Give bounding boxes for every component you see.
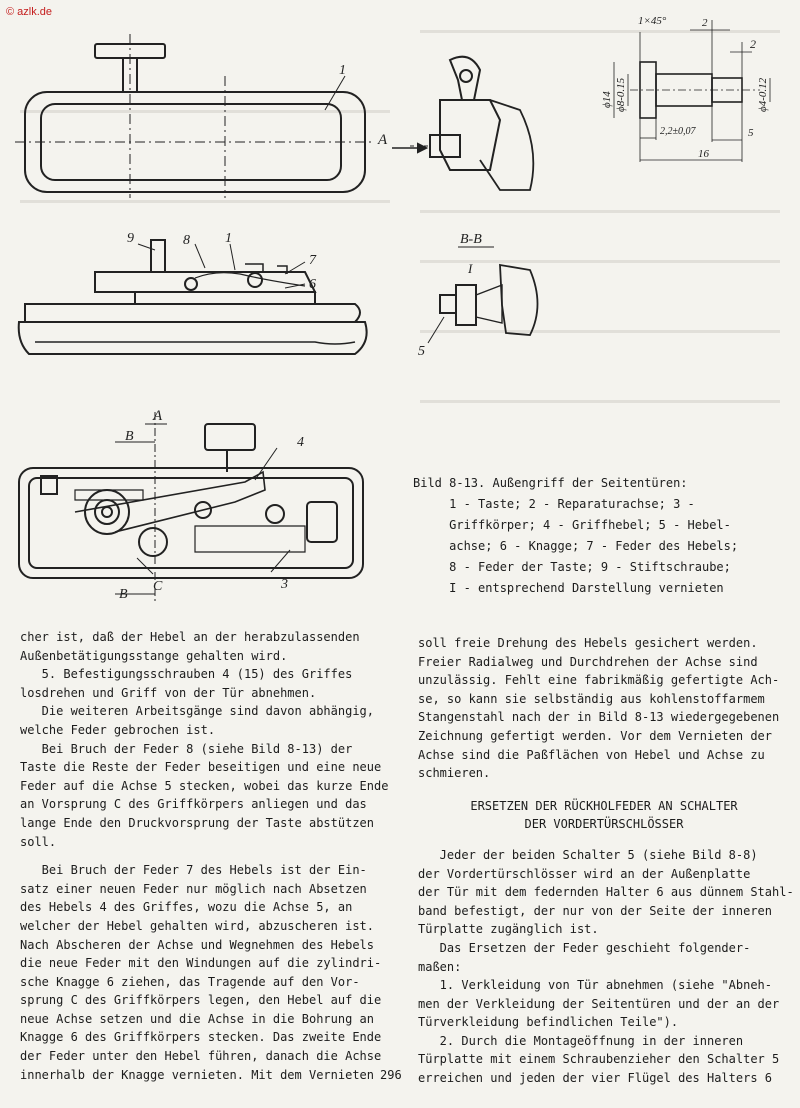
dim-16: 16 <box>698 148 709 160</box>
text-line: Knagge 6 des Griffkörpers stecken. Das zweite Ende <box>20 1030 382 1045</box>
dim-2-2: 2,2±0,07 <box>660 126 696 137</box>
text-line: 5. Befestigungsschrauben 4 (15) des Griffes <box>20 667 353 682</box>
label-b-top: B <box>125 429 134 444</box>
text-line: soll. <box>20 834 57 849</box>
figure-handle-top-view <box>15 30 395 200</box>
text-line: sche Knagge 6 ziehen, das Tragende auf den Vor- <box>20 974 360 989</box>
text-line: satz einer neuen Feder nur möglich nach Absetzen <box>20 881 367 896</box>
caption-line: I - entsprechend Darstellung vernieten <box>413 581 724 595</box>
text-line: Außenbetätigungsstange gehalten wird. <box>20 648 288 663</box>
text-line: Bei Bruch der Feder 8 (siehe Bild 8-13) der <box>20 741 353 756</box>
text-line: Freier Radialweg und Durchdrehen der Achse sind <box>418 654 758 669</box>
dim-d14: ϕ14 <box>601 91 613 108</box>
page-number: 296 <box>380 1068 402 1082</box>
section-heading: DER VORDERTÜRSCHLÖSSER <box>524 817 684 832</box>
text-line: Türplatte zugänglich ist. <box>418 922 599 937</box>
dim-2-top: 2 <box>702 17 708 29</box>
dim-chamfer: 1×45° <box>638 15 667 27</box>
text-line: band befestigt, der nur von der Seite der inneren <box>418 903 773 918</box>
label-4: 4 <box>297 435 304 450</box>
text-line: Nach Abscheren der Achse und Wegnehmen des Hebels <box>20 937 375 952</box>
label-3: 3 <box>281 577 288 592</box>
figure-detail-view-a <box>370 40 560 230</box>
label-i: I <box>468 261 473 276</box>
text-line: Feder auf die Achse 5 stecken, wobei das kurze Ende <box>20 778 389 793</box>
text-line: des Hebels 4 des Griffes, wozu die Achse 5, an <box>20 900 353 915</box>
text-line: welche Feder gebrochen ist. <box>20 722 216 737</box>
text-line: losdrehen und Griff von der Tür abnehmen. <box>20 685 317 700</box>
text-line: lange Ende den Druckvorsprung der Taste abstützen <box>20 815 375 830</box>
text-line: der Feder unter den Hebel führen, danach die Achse <box>20 1049 382 1064</box>
text-line: Bei Bruch der Feder 7 des Hebels ist der Ein- <box>20 863 367 878</box>
text-line: se, so kann sie selbständig aus kohlenstoffarmem <box>418 691 765 706</box>
text-line: Türplatte mit einem Schraubenzieher den Schalter 5 <box>418 1052 780 1067</box>
label-a: A <box>153 408 163 424</box>
figure-axle-dimensions <box>590 12 795 172</box>
text-line: schmieren. <box>418 766 491 781</box>
text-line: Achse sind die Paßflächen von Hebel und Achse zu <box>418 747 765 762</box>
label-8: 8 <box>183 233 190 248</box>
label-2: 2 <box>750 37 756 51</box>
dim-d4: ϕ4-0.12 <box>757 77 769 112</box>
label-b-b: B-B <box>460 232 482 247</box>
text-line: der Tür mit dem federnden Halter 6 aus dünnem Stahl- <box>418 885 794 900</box>
watermark: © azlk.de <box>6 6 53 18</box>
text-line: sprung C des Griffkörpers legen, den Hebel auf die <box>20 993 382 1008</box>
text-line: welcher der Hebel gehalten wird, abzuscheren ist. <box>20 918 375 933</box>
text-line: Türverkleidung befindlichen Teile"). <box>418 1015 679 1030</box>
left-column <box>20 628 398 1084</box>
text-line: innerhalb der Knagge vernieten. Mit dem Vernieten <box>20 1067 375 1082</box>
figure-handle-bottom-view <box>15 402 395 607</box>
text-line: maßen: <box>418 959 462 974</box>
text-line: Zeichnung gefertigt werden. Vor dem Vernieten der <box>418 728 773 743</box>
text-line: unzulässig. Fehlt eine fabrikmäßig gefertigte Ach- <box>418 673 780 688</box>
caption-line: achse; 6 - Knagge; 7 - Feder des Hebels; <box>413 539 739 553</box>
text-line: Jeder der beiden Schalter 5 (siehe Bild 8-8) <box>418 847 758 862</box>
caption-line: Griffkörper; 4 - Griffhebel; 5 - Hebel- <box>413 518 731 532</box>
bleed-through-line <box>420 400 780 403</box>
text-line: der Vordertürschlösser wird an der Außenplatte <box>418 866 751 881</box>
label-b-bottom: B <box>119 587 128 602</box>
text-line: Stangenstahl nach der in Bild 8-13 wiedergegebenen <box>418 710 780 725</box>
text-line: Taste die Reste der Feder beseitigen und eine neue <box>20 760 382 775</box>
label-7: 7 <box>309 253 316 268</box>
caption-line: 1 - Taste; 2 - Reparaturachse; 3 - <box>413 497 695 511</box>
text-line: men der Verkleidung der Seitentüren und der an der <box>418 996 780 1011</box>
dim-d8: ϕ8-0.15 <box>615 77 627 112</box>
text-line: die neue Feder mit den Windungen auf die zylindri- <box>20 956 382 971</box>
label-6: 6 <box>309 277 316 292</box>
text-line: neue Achse setzen und die Achse in die Bohrung an <box>20 1011 375 1026</box>
figure-handle-side-view <box>15 222 395 387</box>
label-9: 9 <box>127 231 134 246</box>
section-heading: ERSETZEN DER RÜCKHOLFEDER AN SCHALTER <box>470 798 738 813</box>
right-column <box>418 634 794 1088</box>
text-line: an Vorsprung C des Griffkörpers anliegen und das <box>20 797 367 812</box>
figure-caption <box>413 473 783 599</box>
text-line: soll freie Drehung des Hebels gesichert werden. <box>418 636 758 650</box>
text-line: cher ist, daß der Hebel an der herabzulassenden <box>20 630 360 644</box>
bleed-through-line <box>20 200 390 203</box>
dim-5: 5 <box>748 127 754 139</box>
label-a-arrow: A <box>378 132 388 148</box>
text-line: Das Ersetzen der Feder geschieht folgender- <box>418 940 751 955</box>
figure-section-b-b <box>410 225 560 365</box>
caption-line: 8 - Feder der Taste; 9 - Stiftschraube; <box>413 560 731 574</box>
label-c: C <box>153 579 163 594</box>
text-line: 2. Durch die Montageöffnung in der inneren <box>418 1033 744 1048</box>
label-5-section: 5 <box>418 344 425 359</box>
text-line: 1. Verkleidung von Tür abnehmen (siehe "Abneh- <box>418 978 773 993</box>
text-line: Die weiteren Arbeitsgänge sind davon abhängig, <box>20 704 375 719</box>
text-line: erreichen und jeden der vier Flügel des Halters 6 <box>418 1071 773 1086</box>
label-1-side: 1 <box>225 231 232 246</box>
label-1: 1 <box>339 63 346 78</box>
caption-line: Bild 8-13. Außengriff der Seitentüren: <box>413 476 688 490</box>
